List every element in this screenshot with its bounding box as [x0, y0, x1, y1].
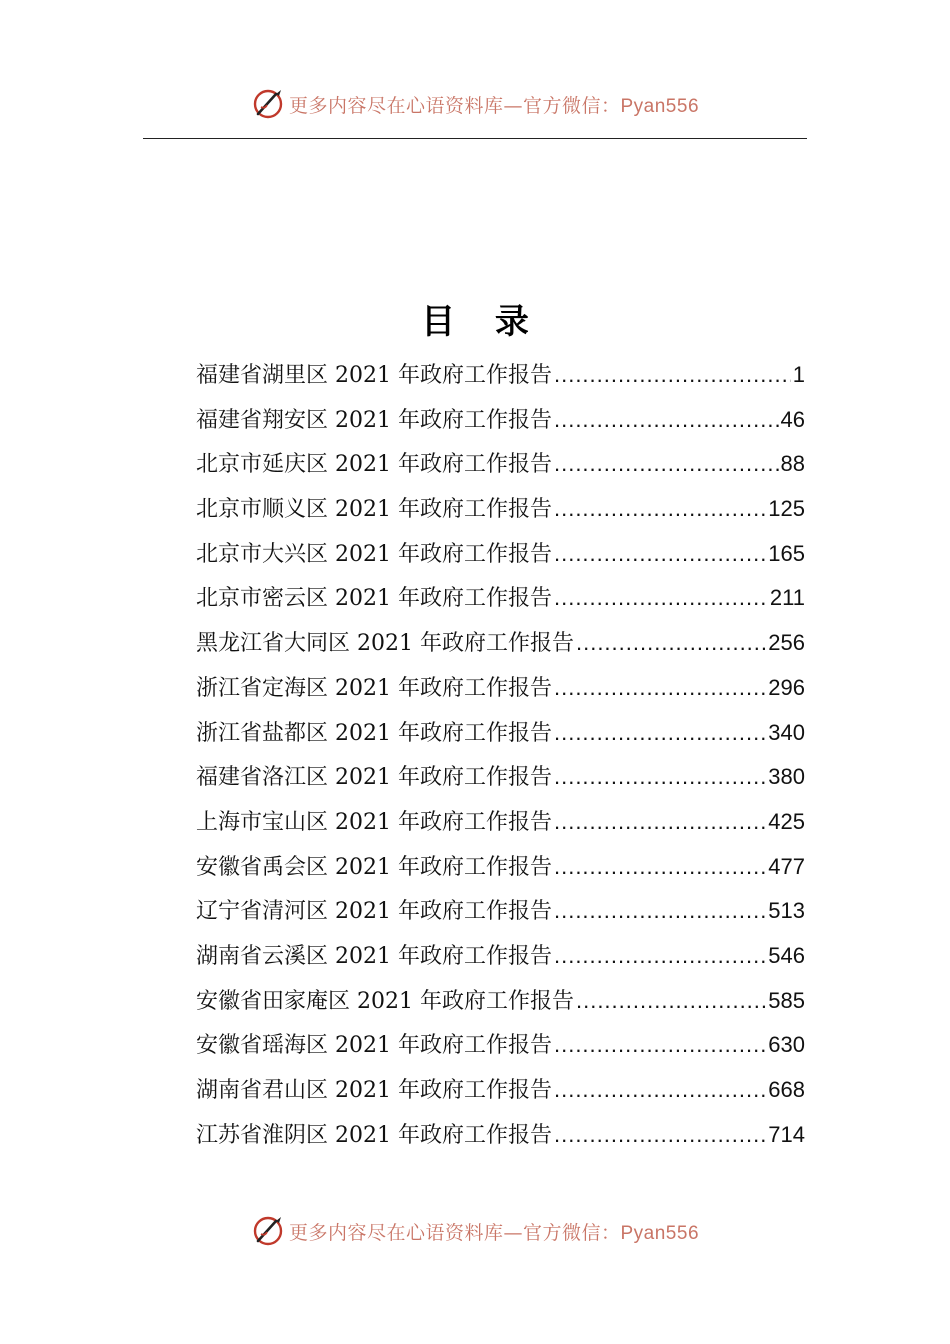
toc-entry-title: 辽宁省清河区 2021 年政府工作报告 — [196, 899, 552, 925]
wechat-id: Pyan556 — [620, 1222, 700, 1244]
toc-entry-page: 425 — [768, 808, 805, 834]
dot-leader — [554, 934, 766, 979]
toc-list — [196, 353, 805, 1157]
toc-entry-page: 296 — [768, 674, 805, 700]
toc-entry-page: 211 — [769, 585, 805, 611]
toc-entry-page: 380 — [768, 764, 805, 790]
toc-entry-title: 安徽省田家庵区 2021 年政府工作报告 — [196, 988, 574, 1014]
toc-entry-page: 165 — [768, 540, 805, 566]
toc-entry-page: 630 — [768, 1032, 805, 1058]
toc-entry[interactable] — [196, 1068, 805, 1113]
dot-leader — [554, 711, 766, 756]
toc-entry-title: 北京市延庆区 2021 年政府工作报告 — [196, 452, 552, 478]
banner-text — [289, 91, 699, 118]
toc-entry-page: 546 — [768, 942, 805, 968]
toc-entry[interactable] — [196, 532, 805, 577]
footer-banner — [0, 1211, 950, 1251]
toc-entry[interactable] — [196, 487, 805, 532]
banner-text — [289, 1218, 699, 1245]
toc-entry-title: 北京市密云区 2021 年政府工作报告 — [196, 586, 552, 612]
toc-entry-page: 340 — [768, 719, 805, 745]
toc-entry-title: 黑龙江省大同区 2021 年政府工作报告 — [196, 631, 574, 657]
quill-pen-logo-icon — [251, 1214, 285, 1248]
toc-entry-title: 江苏省淮阴区 2021 年政府工作报告 — [196, 1122, 552, 1148]
toc-entry-page: 46 — [780, 406, 805, 432]
dot-leader — [576, 621, 766, 666]
toc-entry[interactable] — [196, 398, 805, 443]
toc-entry-title: 湖南省君山区 2021 年政府工作报告 — [196, 1078, 552, 1103]
toc-entry-page: 256 — [768, 630, 805, 656]
dot-leader — [554, 576, 768, 621]
toc-entry[interactable] — [196, 800, 805, 845]
toc-entry-title: 湖南省云溪区 2021 年政府工作报告 — [196, 943, 552, 969]
toc-entry-title: 浙江省定海区 2021 年政府工作报告 — [196, 675, 552, 701]
quill-pen-logo-icon — [251, 87, 285, 121]
toc-entry[interactable] — [196, 711, 805, 756]
banner-slogan: 更多内容尽在心语资料库—官方微信： — [288, 94, 621, 117]
toc-entry-title: 上海市宝山区 2021 年政府工作报告 — [196, 809, 552, 835]
dot-leader — [554, 889, 766, 934]
dot-leader — [554, 1068, 766, 1113]
toc-entry[interactable] — [196, 576, 805, 621]
toc-entry-page: 668 — [768, 1077, 805, 1102]
toc-entry[interactable] — [196, 979, 805, 1024]
dot-leader — [554, 353, 791, 398]
wechat-id: Pyan556 — [620, 95, 700, 117]
dot-leader — [554, 487, 766, 532]
toc-entry-page: 88 — [780, 451, 805, 477]
dot-leader — [554, 442, 779, 487]
toc-entry-page: 513 — [768, 898, 805, 924]
toc-entry-title: 福建省湖里区 2021 年政府工作报告 — [196, 363, 552, 388]
dot-leader — [554, 845, 766, 890]
toc-entry[interactable] — [196, 845, 805, 890]
toc-entry-page: 125 — [768, 496, 805, 522]
dot-leader — [554, 800, 766, 845]
dot-leader — [554, 1023, 766, 1068]
toc-entry[interactable] — [196, 621, 805, 666]
toc-entry[interactable] — [196, 666, 805, 711]
banner-slogan: 更多内容尽在心语资料库—官方微信： — [288, 1221, 621, 1244]
toc-title: 目 录 — [421, 302, 543, 342]
toc-entry-title: 安徽省瑶海区 2021 年政府工作报告 — [196, 1033, 552, 1059]
toc-entry-page: 477 — [768, 853, 805, 879]
header-banner — [0, 84, 950, 124]
toc-entry-title: 安徽省禹会区 2021 年政府工作报告 — [196, 854, 552, 880]
toc-entry-page: 1 — [792, 362, 805, 387]
toc-entry-title: 福建省洛江区 2021 年政府工作报告 — [196, 765, 552, 791]
dot-leader — [554, 666, 766, 711]
dot-leader — [554, 532, 766, 577]
toc-entry-title: 福建省翔安区 2021 年政府工作报告 — [196, 407, 552, 433]
dot-leader — [554, 1113, 766, 1158]
toc-entry[interactable] — [196, 1113, 805, 1158]
header-divider — [143, 138, 807, 139]
toc-entry-page: 714 — [768, 1121, 805, 1147]
toc-entry-title: 北京市顺义区 2021 年政府工作报告 — [196, 497, 552, 523]
dot-leader — [554, 398, 779, 443]
toc-entry[interactable] — [196, 353, 805, 398]
toc-entry[interactable] — [196, 889, 805, 934]
dot-leader — [554, 755, 766, 800]
toc-entry-page: 585 — [768, 987, 805, 1013]
toc-entry[interactable] — [196, 755, 805, 800]
toc-entry[interactable] — [196, 442, 805, 487]
toc-entry-title: 浙江省盐都区 2021 年政府工作报告 — [196, 720, 552, 746]
toc-entry-title: 北京市大兴区 2021 年政府工作报告 — [196, 541, 552, 567]
dot-leader — [576, 979, 766, 1024]
toc-entry[interactable] — [196, 1023, 805, 1068]
toc-entry[interactable] — [196, 934, 805, 979]
